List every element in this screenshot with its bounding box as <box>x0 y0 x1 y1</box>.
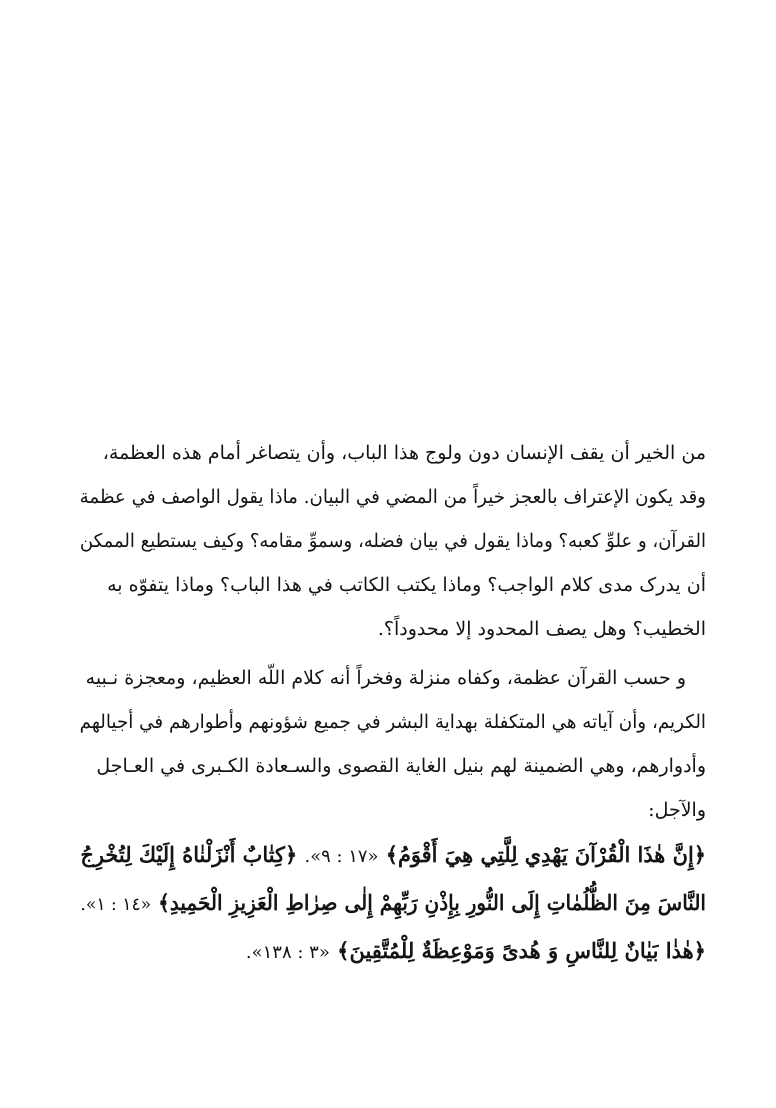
quote-line <box>80 832 706 880</box>
verse-text: ﴿هٰذٰا بَيٰانٌ لِلنَّاسِ وَ هُدىً وَمَوْعِظَةٌ لِلْمُتَّقِينَ﴾ <box>337 938 706 963</box>
text-line: الخطيب؟ وهل يصف المحدود إلا محدوداً؟. <box>377 618 706 640</box>
text-line: والآجل: <box>648 799 706 821</box>
text-line: وقد يكون الإعتراف بالعجز خيراً من المضي في البيان. ماذا يقول الواصف في عظمة <box>79 486 707 508</box>
text-line: القرآن، و علوِّ كعبه؟ وماذا يقول في بيان فضله، وسموِّ مقامه؟ وكيف يستطيع الممكن <box>79 530 707 552</box>
paragraph-2 <box>80 656 706 832</box>
text-line: وأدوارهم، وهي الضمينة لهم بنيل الغاية القصوى والسـعادة الكـبرى في العـاجل <box>96 755 706 777</box>
verse-text: ﴿إِنَّ هٰذَا الْقُرْآنَ يَهْدِي لِلَّتِي هِيَ أَقْوَمُ﴾ <box>385 842 706 867</box>
quote-line <box>80 928 706 976</box>
text-line: أن يدرک مدى كلام الواجب؟ وماذا يكتب الكاتب في هذا الباب؟ وماذا يتفوّه به <box>107 574 706 596</box>
verse-reference: «١٤ : ١». <box>80 894 152 915</box>
quran-quotes <box>80 832 706 976</box>
verse-text: النَّاسَ مِنَ الظُّلُمٰاتِ إِلَى النُّورِ بِإِذْنِ رَبِّهِمْ إِلٰى صِرٰاطِ الْعَزِيزِ الْحَمِيدِ﴾ <box>158 890 707 915</box>
quote-line <box>80 880 707 928</box>
verse-reference: «١٧ : ٩». <box>304 846 379 867</box>
text-line: و حسب القرآن عظمة، وكفاه منزلة وفخراً أنه كلام اللّه العظيم، ومعجزة نـبيه <box>85 667 686 689</box>
verse-text: ﴿كِتٰابٌ أَنْزَلْنٰاهُ إِلَيْكَ لِتُخْرِجُ <box>80 842 298 867</box>
text-line: من الخير أن يقف الإنسان دون ولوج هذا الباب، وأن يتصاغر أمام هذه العظمة، <box>102 442 706 464</box>
verse-reference: «٣ : ١٣٨». <box>245 942 330 963</box>
text-line: الكريم، وأن آياته هي المتكفلة بهداية البشر في جميع شؤونهم وأطوارهم في أجيالهم <box>79 711 706 733</box>
paragraph-1 <box>80 431 706 651</box>
